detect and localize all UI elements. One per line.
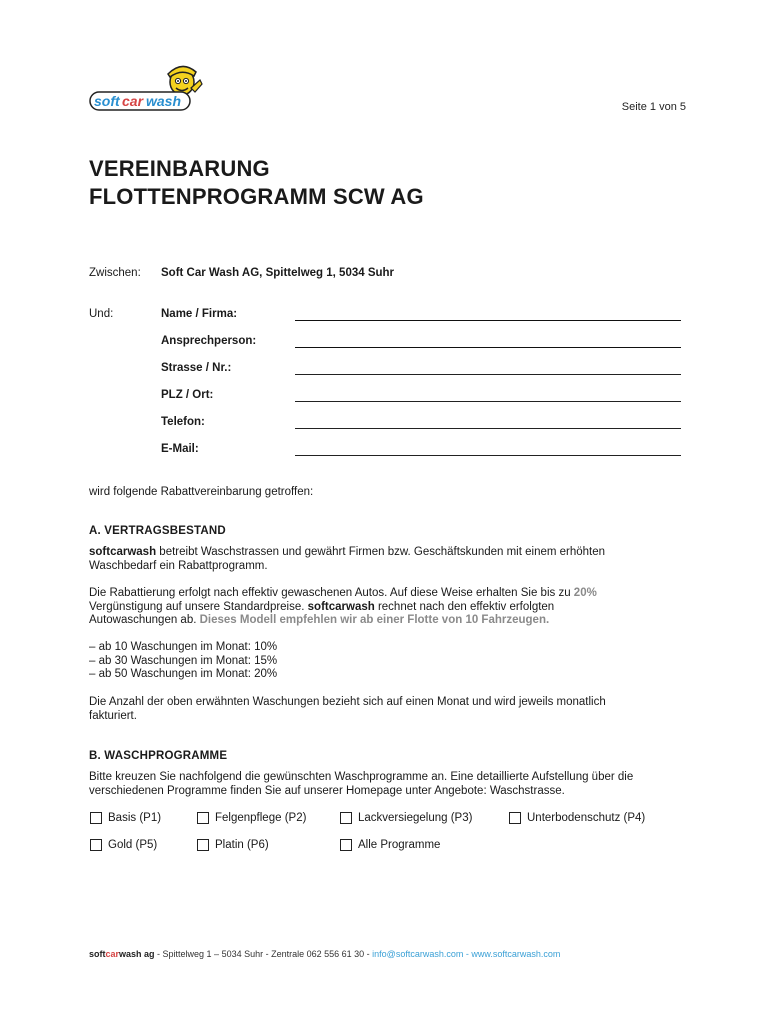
field-underline[interactable] — [295, 374, 681, 375]
paragraph-text: Bitte kreuzen Sie nachfolgend die gewünschten Waschprogramme an. Eine detaillierte Aufstellung über die — [89, 771, 634, 783]
and-label: Und: — [89, 308, 114, 320]
checkbox-platin[interactable] — [197, 837, 269, 853]
footer-brand-car: car — [105, 949, 120, 959]
paragraph-text: verschiedenen Programme finden Sie auf unserer Homepage unter Angebote: Waschstrasse. — [89, 784, 565, 797]
email-field[interactable] — [161, 443, 681, 459]
page-footer — [89, 949, 560, 959]
paragraph-text: Autowaschungen ab. — [89, 614, 200, 626]
discount-tier: – ab 30 Waschungen im Monat: 15% — [89, 654, 278, 667]
checkbox-unterbodenschutz[interactable] — [509, 810, 645, 826]
plz-ort-field[interactable] — [161, 389, 681, 405]
field-underline[interactable] — [295, 347, 681, 348]
telefon-field[interactable] — [161, 416, 681, 432]
checkbox-label: Unterbodenschutz (P4) — [527, 812, 646, 824]
brand-name: softcarwash — [307, 600, 375, 613]
section-a-heading: A. VERTRAGSBESTAND — [89, 525, 226, 537]
paragraph-text: Die Anzahl der oben erwähnten Waschungen bezieht sich auf einen Monat und wird jeweils monatlich — [89, 696, 606, 708]
checkbox-label: Lackversiegelung (P3) — [358, 812, 473, 824]
section-b-heading: B. WASCHPROGRAMME — [89, 750, 228, 762]
field-label: E-Mail: — [161, 443, 199, 455]
svg-text:car: car — [122, 93, 144, 109]
paragraph-text: fakturiert. — [89, 709, 137, 722]
section-a-paragraph-2 — [89, 587, 689, 628]
recommendation-highlight: Dieses Modell empfehlen wir ab einer Flotte von 10 Fahrzeugen. — [199, 614, 550, 626]
checkbox-box[interactable] — [90, 839, 102, 851]
footer-address: - Spittelweg 1 – 5034 Suhr - Zentrale 062 556 61 30 - — [154, 949, 373, 959]
document-title — [89, 155, 424, 211]
field-underline[interactable] — [295, 428, 681, 429]
field-label: Strasse / Nr.: — [161, 362, 232, 374]
intro-text: wird folgende Rabattvereinbarung getroffen: — [89, 486, 314, 498]
field-underline[interactable] — [295, 455, 681, 456]
checkbox-box[interactable] — [90, 812, 102, 824]
checkbox-label: Felgenpflege (P2) — [215, 812, 307, 824]
title-line-2: FLOTTENPROGRAMM SCW AG — [89, 184, 424, 209]
checkbox-label: Gold (P5) — [108, 839, 158, 851]
checkbox-box[interactable] — [197, 812, 209, 824]
checkbox-label: Alle Programme — [358, 839, 441, 851]
checkbox-box[interactable] — [509, 812, 521, 824]
checkbox-gold[interactable] — [90, 837, 157, 853]
ansprechperson-field[interactable] — [161, 335, 681, 351]
paragraph-text: Die Rabattierung erfolgt nach effektiv gewaschenen Autos. Auf diese Weise erhalten Sie bis zu — [89, 587, 574, 599]
footer-separator: - — [463, 949, 472, 959]
checkbox-box[interactable] — [197, 839, 209, 851]
softcarwash-logo — [88, 58, 208, 114]
brand-name: softcarwash — [89, 546, 157, 558]
field-underline[interactable] — [295, 320, 681, 321]
strasse-field[interactable] — [161, 362, 681, 378]
discount-tier-list — [89, 641, 689, 682]
logo-graphic — [88, 58, 208, 114]
footer-brand-soft: soft — [89, 949, 106, 959]
footer-website-link[interactable]: www.softcarwash.com — [471, 949, 561, 959]
checkbox-box[interactable] — [340, 812, 352, 824]
name-firma-field[interactable] — [161, 308, 681, 324]
field-label: PLZ / Ort: — [161, 389, 214, 401]
footer-brand-wash: wash ag — [119, 949, 155, 959]
title-line-1: VEREINBARUNG — [89, 156, 270, 181]
section-a-paragraph-3 — [89, 696, 689, 723]
discount-tier: – ab 50 Waschungen im Monat: 20% — [89, 668, 278, 680]
checkbox-box[interactable] — [340, 839, 352, 851]
between-label: Zwischen: — [89, 267, 141, 279]
checkbox-alle-programme[interactable] — [340, 837, 440, 853]
discount-highlight: 20% — [573, 587, 597, 599]
field-label: Ansprechperson: — [161, 335, 257, 347]
section-b-paragraph — [89, 771, 689, 798]
checkbox-felgenpflege[interactable] — [197, 810, 306, 826]
checkbox-basis[interactable] — [90, 810, 161, 826]
paragraph-text: rechnet nach den effektiv erfolgten — [374, 600, 555, 613]
svg-text:wash: wash — [146, 93, 182, 109]
discount-tier: – ab 10 Waschungen im Monat: 10% — [89, 641, 278, 653]
field-label: Name / Firma: — [161, 308, 238, 320]
between-value: Soft Car Wash AG, Spittelweg 1, 5034 Suhr — [161, 267, 395, 279]
paragraph-text: betreibt Waschstrassen und gewährt Firmen bzw. Geschäftskunden mit einem erhöhten — [156, 546, 606, 558]
field-label: Telefon: — [161, 416, 205, 428]
footer-email-link[interactable]: info@softcarwash.com — [372, 949, 464, 959]
field-underline[interactable] — [295, 401, 681, 402]
checkbox-label: Platin (P6) — [215, 839, 269, 851]
paragraph-text: Vergünstigung auf unsere Standardpreise. — [89, 600, 308, 613]
checkbox-label: Basis (P1) — [108, 812, 162, 824]
svg-text:soft: soft — [94, 93, 120, 109]
page-indicator: Seite 1 von 5 — [621, 101, 686, 113]
paragraph-text: Waschbedarf ein Rabattprogramm. — [89, 559, 268, 572]
checkbox-lackversiegelung[interactable] — [340, 810, 472, 826]
section-a-paragraph-1 — [89, 546, 689, 573]
